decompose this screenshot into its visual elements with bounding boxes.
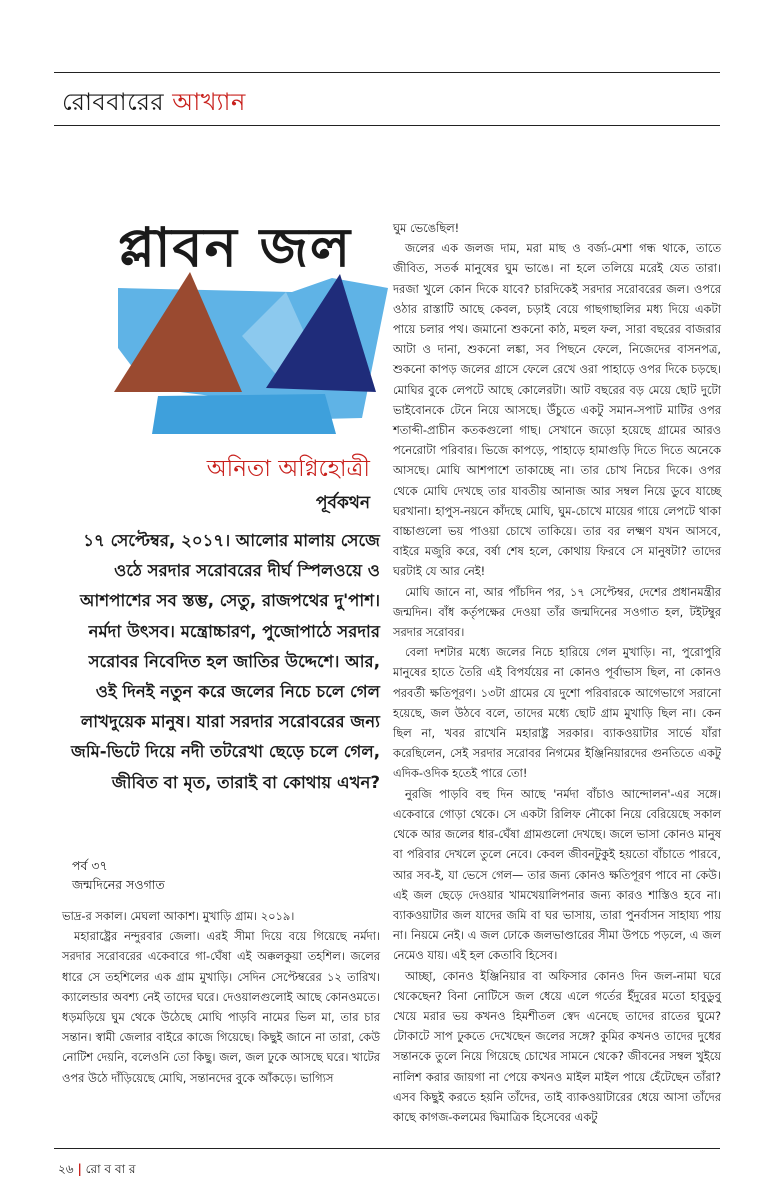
body-column-right	[393, 218, 721, 1127]
header-top-rule	[54, 72, 720, 73]
chapter-title: জন্মদিনের সওগাত	[72, 877, 165, 892]
body-column-left	[62, 906, 380, 1088]
page-footer	[58, 1161, 136, 1181]
author-name: অনিতা অগ্নিহোত্রী	[206, 456, 370, 482]
body-paragraph: আচ্ছা, কোনও ইঞ্জিনিয়ার বা অফিসার কোনও দিন জল-নামা ঘরে থেকেছেন? বিনা নোটিসে জল ধেয়ে এলে গর্তের ইঁদুরের মতো হাবুডুবু খেয়ে মরার ভয় কখনও হিমশীতল স্বেদ এনেছে তাদের রাতের ঘুমে? টোকাটে সাপ ঢুকতে দেখেছেন জলের সঙ্গে? কুমির কখনও তাদের দুধের সন্তানকে তুলে নিয়ে গিয়েছে চোখের সামনে থেকে? জীবনের সম্বল খুইয়ে নালিশ করার জায়গা না পেয়ে কখনও মাইল মাইল পায়ে হেঁটেছেন তাঁরা? এসব কিছুই করতে হয়নি তাঁদের, তাই ব্যাকওয়াটারের ধেয়ে আসা তাঁদের কাছে কাগজ-কলমের দ্বিমাত্রিক হিসেবের একটু	[393, 968, 721, 1124]
footer-separator: |	[77, 1162, 82, 1176]
article-title: প্লাবন জল	[118, 216, 353, 279]
water-shape-lower	[152, 394, 336, 434]
body-paragraph: মহারাষ্ট্রের নন্দুরবার জেলা। এরই সীমা দিয়ে বয়ে গিয়েছে নর্মদা। সরদার সরোবরের একেবারে গা-ঘেঁষা এই অক্কলকুয়া তহশিল। জলের ধারে সে তহশিলের এক গ্রাম মুখাড়ি। সেদিন সেপ্টেম্বরের ১২ তারিখ। ক্যালেন্ডার অবশ্য নেই তাদের ঘরে। দেওয়ালগুলোই আছে কোনওমতে। ধড়মড়িয়ে ঘুম থেকে উঠেছে মোঘি পাড়বি নামের ভিল মা, তার চার সন্তান। স্বামী জেলার বাইরে কাজে গিয়েছে। কিছুই জানে না তারা, কেউ নোটিশ দেয়নি, বলেওনি তো কিছু। জল, জল ঢুকে আসছে ঘরে। খাটের ওপর উঠে দাঁড়িয়েছে মোঘি, সন্তানদের বুকে আঁকড়ে। ভাগ্যিস	[62, 929, 380, 1085]
chapter-number: পর্ব ৩৭	[72, 858, 108, 873]
footer-rule	[54, 1148, 720, 1149]
page-number: ২৬	[58, 1162, 74, 1176]
chapter-heading	[72, 856, 165, 894]
lead-text: ১৭ সেপ্টেম্বর, ২০১৭। আলোর মালায় সেজে ওঠে সরদার সরোবরের দীর্ঘ স্পিলওয়ে ও আশপাশের সব স্তম্ভ, সেতু, রাজপথের দু'পাশ। নর্মদা উৎসব। মন্ত্রোচ্চারণ, পুজোপাঠে সরদার সরোবর নিবেদিত হল জাতির উদ্দেশে। আর, ওই দিনই নতুন করে জলের নিচে চলে গেল লাখদুয়েক মানুষ। যারা সরদার সরোবরের জন্য জমি-ভিটে দিয়ে নদী তটরেখা ছেড়ে চলে গেল, জীবিত বা মৃত, তারাই বা কোথায় এখন?	[70, 531, 380, 792]
section-title-prefix: রোববারের	[62, 88, 165, 116]
body-paragraph: ভাদ্র-র সকাল। মেঘলা আকাশ। মুখাড়ি গ্রাম। ২০১৯।	[62, 909, 295, 923]
body-paragraph: বেলা দশটার মধ্যে জলের নিচে হারিয়ে গেল মুখাড়ি। না, পুরোপুরি মানুষের হাতে তৈরি এই বিপর্যয়ের না কোনও পূর্বাভাস ছিল, না কোনও পরবর্তী ক্ষতিপূরণ। ১৩টা গ্রামের যে দুশো পরিবারকে আগেভাগে সরানো হয়েছে, জল উঠবে বলে, তাদের মধ্যে ছোট গ্রাম মুখাড়ি ছিল না। কেন ছিল না, খবর রাখেনি মহারাষ্ট্র সরকার। ব্যাকওয়াটার সার্ভে যাঁরা করেছিলেন, সেই সরদার সরোবর নিগমের ইঞ্জিনিয়ারদের গুনতিতে একটু এদিক-ওদিক হতেই পারে তো!	[393, 645, 721, 781]
prologue-label: পূর্বকথন	[315, 493, 370, 513]
magazine-name: রো ব বা র	[85, 1162, 136, 1176]
section-title-highlight: আখ্যান	[172, 88, 246, 116]
body-paragraph: মোঘি জানে না, আর পাঁচদিন পর, ১৭ সেপ্টেম্বর, দেশের প্রধানমন্ত্রীর জন্মদিন। বাঁধ কর্তৃপক্ষের দেওয়া তাঁর জন্মদিনের সওগাত হল, টইটম্বুর সরদার সরোবর।	[393, 584, 721, 640]
header-bottom-rule	[54, 125, 720, 126]
section-title	[62, 84, 246, 124]
body-paragraph: নুরজি পাড়বি বহু দিন আছে 'নর্মদা বাঁচাও আন্দোলন'-এর সঙ্গে। একেবারে গোড়া থেকে। সে একটা রিলিফ নৌকো নিয়ে বেরিয়েছে সকাল থেকে আর জলের ধার-ঘেঁষা গ্রামগুলো দেখছে। জলে ভাসা কোনও মানুষ বা পরিবার দেখলে তুলে নেবে। কেবল জীবনটুকুই হয়তো বাঁচাতে পারবে, আর সব-ই, যা ভেসে গেল— তার জন্য কোনও ক্ষতিপূরণ পাবে না কেউ। এই জল ছেড়ে দেওয়ার খামখেয়ালিপনার জন্য কারও শাস্তিও হবে না। ব্যাকওয়াটার জল যাদের জমি বা ঘর ভাসায়, তারা পুনর্বাসন সাহায্য পায় না। নিয়মে নেই। এ জল ঢোকে জলভাণ্ডারের সীমা উপচে পড়লে, এ জল নেমেও যায়। এই হল কেতাবি হিসেব।	[393, 786, 721, 963]
body-paragraph: জলের এক জলজ দাম, মরা মাছ ও বর্জ্য-মেশা গন্ধ থাকে, তাতে জীবিত, সতর্ক মানুষের ঘুম ভাঙে। না হলে তলিয়ে মরেই যেত তারা। দরজা খুলে কোন দিকে যাবে? চারদিকেই সরদার সরোবরের জল। ওপরে ওঠার রাস্তাটি আছে কেবল, চড়াই বেয়ে গাছগাছালির মধ্য দিয়ে একটা পায়ে চলার পথ। জমানো শুকনো কাঠ, মহুল ফল, সারা বছরের বাজরার আটা ও দানা, শুকনো লঙ্কা, সব পিছনে ফেলে, নিজেদের বাসনপত্র, শুকনো কাপড় জলের গ্রাসে ফেলে রেখে ওরা পাহাড়ে ওপর দিকে চড়ছে। মোঘির বুকে লেপটে আছে কোলেরটা। আট বছরের বড় মেয়ে ছোট দুটো ভাইবোনকে টেনে নিয়ে আসছে। উঁচুতে একটু সমান-সপাট মাটির ওপর শতাব্দী-প্রাচীন কতকগুলো গাছ। সেখানে জড়ো হয়েছে গ্রামের আরও পনেরোটা পরিবার। ভিজে কাপড়ে, পাহাড়ে হামাগুড়ি দিতে দিতে অনেকে আসছে। মোঘি আশপাশে তাকাচ্ছে না। তার চোখ নিচের দিকে। ওপর থেকে মোঘি দেখছে তার যাবতীয় আনাজ আর সম্বল নিয়ে ডুবে যাচ্ছে ঘরখানা। হাপুস-নয়নে কাঁদছে মোঘি, ঘুম-চোখে মায়ের গায়ে লেপটে থাকা বাচ্চাগুলো ভয় পাওয়া চোখে তাকিয়ে। তার বর লক্ষ্মণ যখন আসবে, বাইরে মজুরি করে, বর্ষা শেষ হলে, কোথায় ফিরবে সে মানুষটা? তাদের ঘরটাই যে আর নেই!	[393, 241, 721, 579]
mountain-water-illustration	[100, 270, 400, 440]
lead-paragraph	[62, 526, 380, 798]
body-paragraph: ঘুম ভেঙেছিল!	[393, 221, 460, 235]
